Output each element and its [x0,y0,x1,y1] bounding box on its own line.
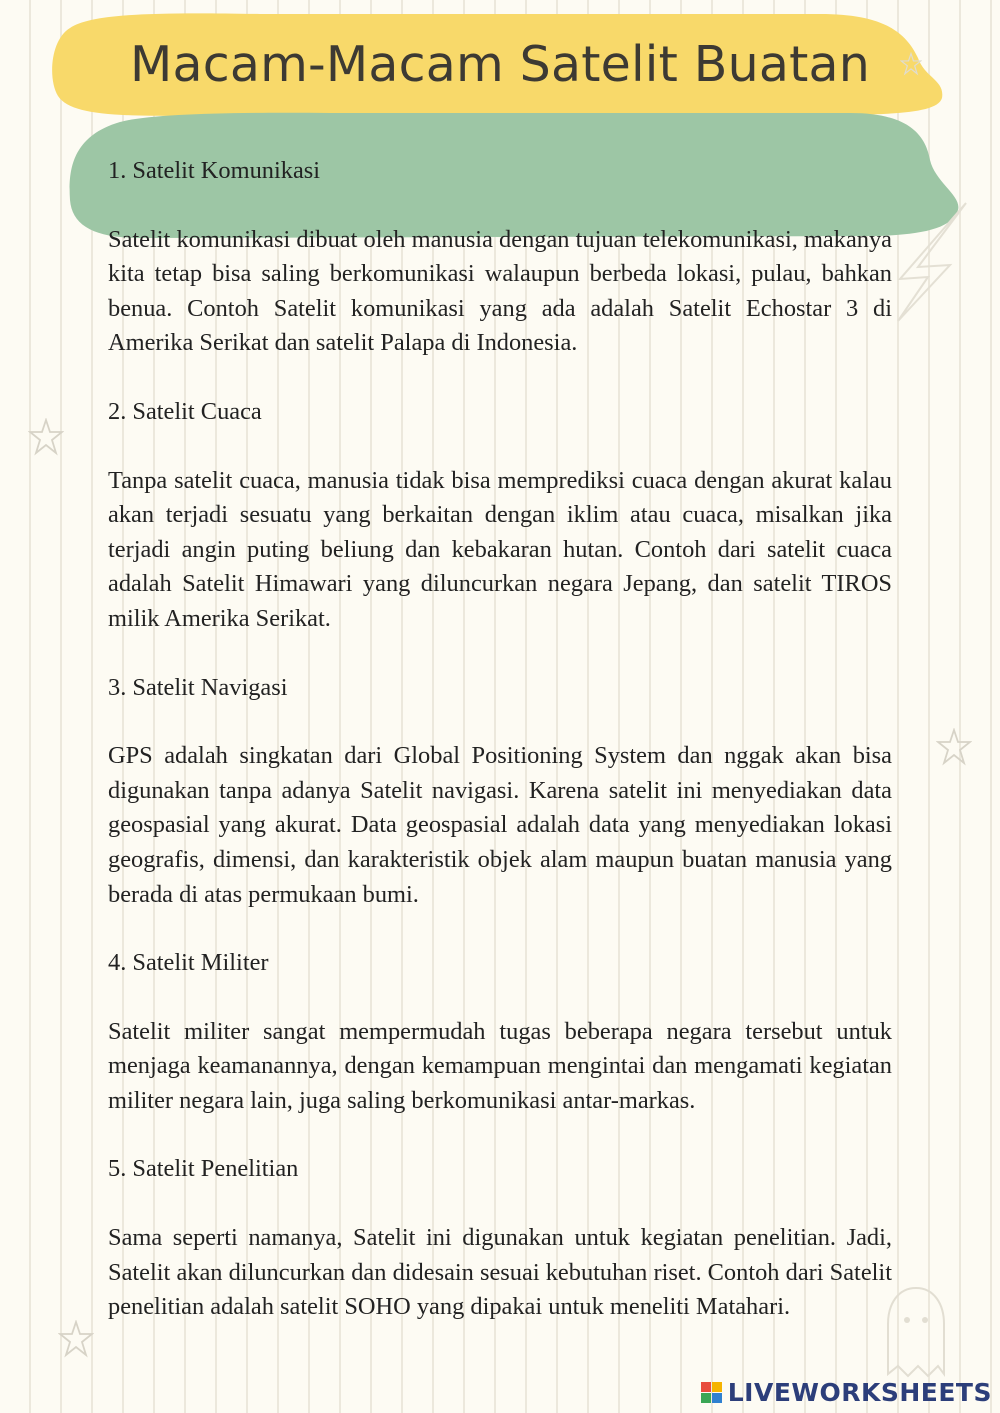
section-paragraph: Satelit komunikasi dibuat oleh manusia dengan tujuan telekomunikasi, makanya kita tetap bisa saling berkomunikasi walaupun berbeda lokasi, pulau, bahkan benua. Contoh Satelit komunikasi yang ada adalah Satelit Echostar 3 di Amerika Serikat dan satelit Palapa di Indonesia. [108,225,892,357]
star-doodle-icon [936,728,972,766]
liveworksheets-watermark [701,1378,992,1407]
star-doodle-icon [58,1320,94,1358]
brand-name: LIVEWORKSHEETS [727,1378,992,1407]
section-paragraph: Satelit militer sangat mempermudah tugas beberapa negara tersebut untuk menjaga keamanannya, dengan kemampuan mengintai dan mengamati kegiatan militer negara lain, juga saling berkomunikasi antar-markas. [108,1017,892,1114]
lightning-doodle-icon [878,185,988,325]
section-heading: 3. Satelit Navigasi [108,673,288,701]
section-heading: 1. Satelit Komunikasi [108,157,321,184]
section-satelit-penelitian [108,1152,892,1324]
section-satelit-cuaca [108,395,892,637]
section-satelit-militer [108,946,892,1118]
section-heading: 5. Satelit Penelitian [108,1155,299,1183]
document-content [108,154,892,1359]
section-heading: 2. Satelit Cuaca [108,397,262,425]
section-paragraph: GPS adalah singkatan dari Global Positioning System dan nggak akan bisa digunakan tanpa adanya Satelit navigasi. Karena satelit ini menyediakan data geospasial yang akurat. Data geospasial adalah data yang menyediakan lokasi geografis, dimensi, dan karakteristik objek alam maupun buatan manusia yang berada di atas permukaan bumi. [108,742,892,908]
section-paragraph: Tanpa satelit cuaca, manusia tidak bisa memprediksi cuaca dengan akurat kalau akan terjadi sesuatu yang berkaitan dengan iklim atau cuaca, misalkan jika terjadi angin puting beliung dan kebakaran hutan. Contoh dari satelit cuaca adalah Satelit Himawari yang diluncurkan negara Jepang, dan satelit TIROS milik Amerika Serikat. [108,466,892,632]
section-satelit-komunikasi [108,154,892,361]
section-satelit-navigasi [108,671,892,913]
liveworksheets-logo-icon [701,1382,722,1403]
page-title: Macam-Macam Satelit Buatan [130,36,870,93]
star-doodle-icon [28,418,64,456]
section-paragraph: Sama seperti namanya, Satelit ini digunakan untuk kegiatan penelitian. Jadi, Satelit akan diluncurkan dan didesain sesuai kebutuhan riset. Contoh dari Satelit penelitian adalah satelit SOHO yang dipakai untuk meneliti Matahari. [108,1224,892,1321]
section-heading: 4. Satelit Militer [108,949,269,977]
